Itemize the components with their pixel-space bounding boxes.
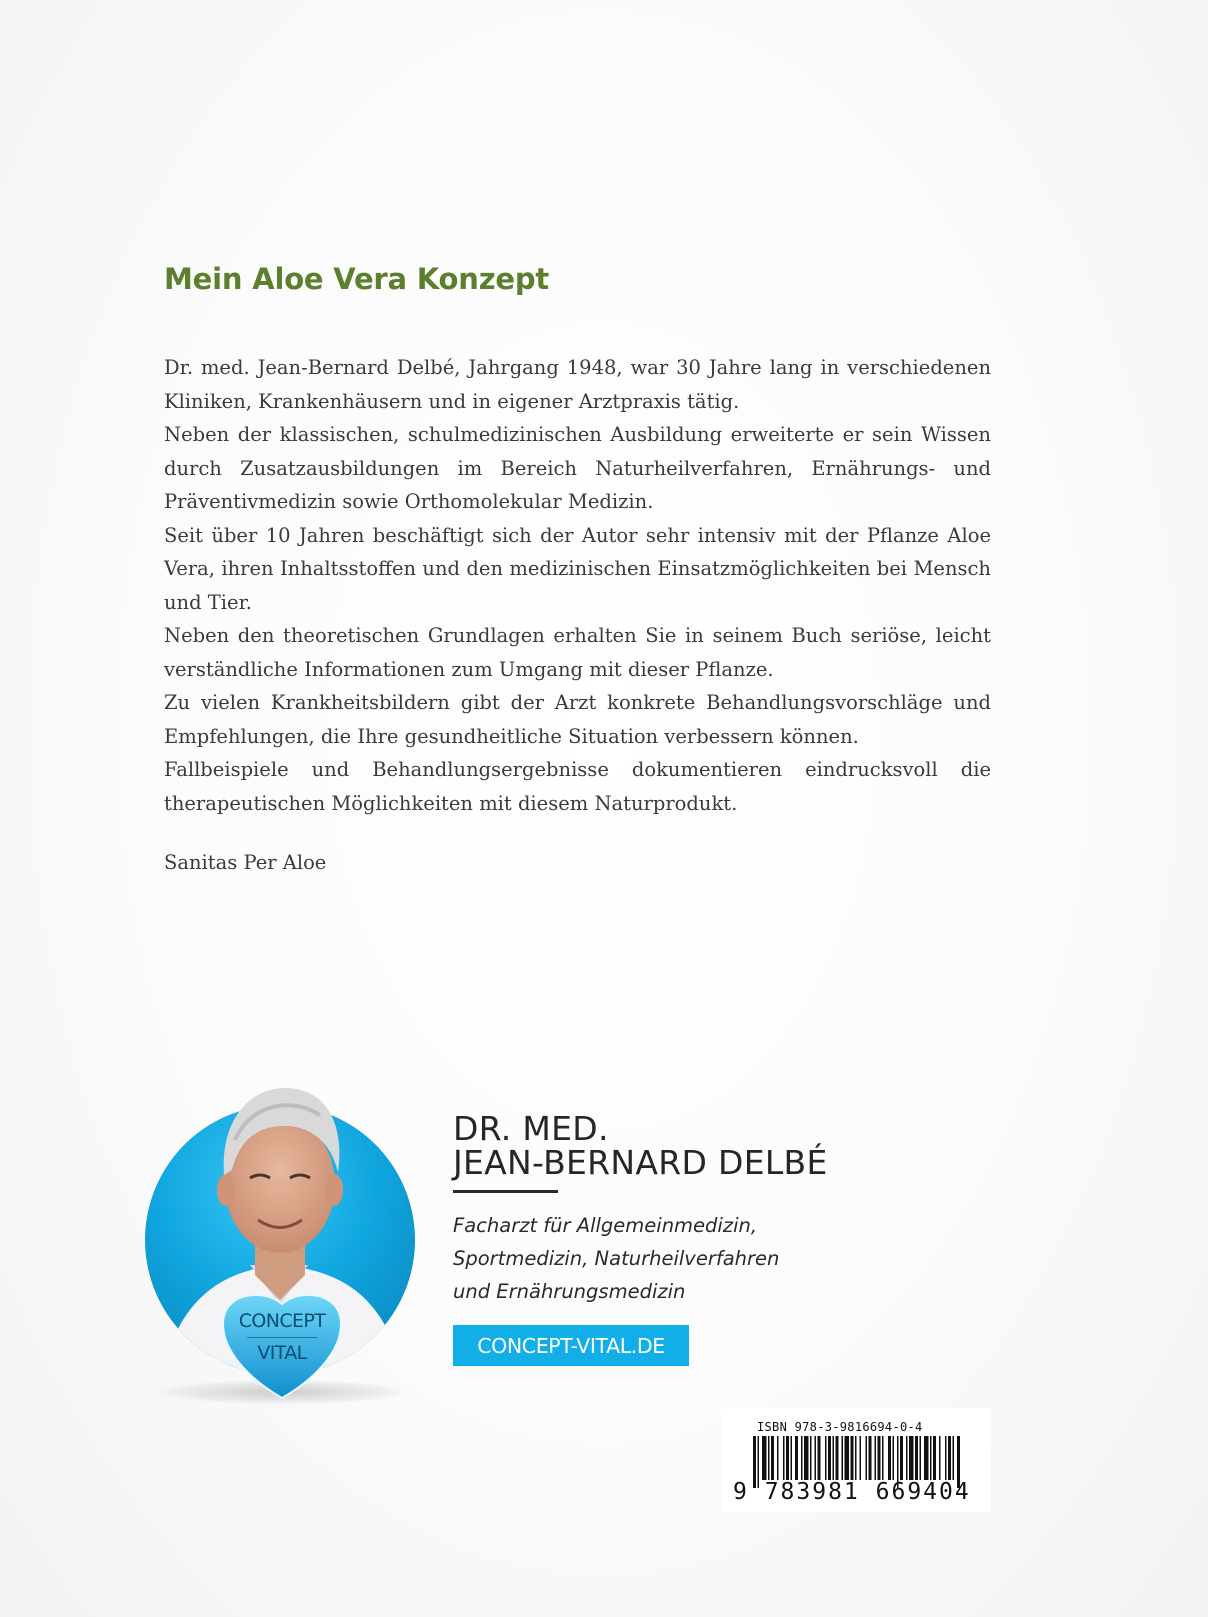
barcode-bar	[783, 1436, 785, 1480]
barcode-bar	[828, 1436, 831, 1480]
specialty-line: Facharzt für Allgemeinmedizin,	[453, 1214, 758, 1237]
barcode-bar	[875, 1436, 877, 1480]
book-description	[164, 351, 991, 820]
website-link[interactable]: CONCEPT-VITAL.DE	[453, 1325, 689, 1366]
barcode-bar	[851, 1436, 854, 1480]
barcode-bar	[939, 1436, 941, 1480]
barcode-bar	[786, 1436, 789, 1480]
barcode-bar	[866, 1436, 868, 1480]
barcode-bar	[815, 1436, 817, 1480]
barcode-bar	[795, 1436, 798, 1480]
barcode-bar	[933, 1436, 936, 1480]
barcode-bar	[924, 1436, 929, 1480]
specialty-line: Sportmedizin, Naturheilverfahren	[453, 1247, 780, 1270]
barcode-bar	[768, 1436, 770, 1480]
barcode-bar	[833, 1436, 835, 1480]
barcode-bar	[915, 1436, 918, 1480]
barcode-bar	[801, 1436, 803, 1480]
specialty-line: und Ernährungsmedizin	[453, 1280, 686, 1303]
barcode-bar	[804, 1436, 809, 1480]
barcode-bar	[860, 1436, 862, 1480]
barcode-bar	[762, 1436, 767, 1480]
barcode-bar	[845, 1436, 850, 1480]
description-paragraph: Dr. med. Jean-Bernard Delbé, Jahrgang 1948, war 30 Jahre lang in verschiedenen Kliniken, Krankenhäusern und in eigener Arztpraxis tätig.	[164, 356, 991, 413]
barcode-bar	[888, 1436, 891, 1480]
barcode-bar	[855, 1436, 857, 1480]
barcode-bar	[900, 1436, 903, 1480]
signoff-text: Sanitas Per Aloe	[164, 851, 327, 874]
barcode-bar	[945, 1436, 947, 1480]
description-paragraph: Neben den theoretischen Grundlagen erhalten Sie in seinem Buch seriöse, leicht verständliche Informationen zum Umgang mit dieser Pflanze.	[164, 624, 991, 681]
barcode-bar	[791, 1436, 793, 1480]
barcode-bar	[771, 1436, 774, 1480]
isbn-label: ISBN 978-3-9816694-0-4	[757, 1420, 923, 1434]
barcode-bar	[842, 1436, 844, 1480]
barcode-bar	[869, 1436, 872, 1480]
barcode-bar	[882, 1436, 884, 1480]
barcode-bar	[948, 1436, 951, 1480]
barcode-bar	[909, 1436, 914, 1480]
barcode-bar	[825, 1436, 827, 1480]
isbn-barcode	[721, 1408, 991, 1512]
description-paragraph: Seit über 10 Jahren beschäftigt sich der Autor sehr intensiv mit der Pflanze Aloe Vera, ihren Inhaltsstoffen und den medizinischen Einsatzmöglichkeiten bei Mensch und Tier.	[164, 523, 991, 614]
barcode-bar	[920, 1436, 922, 1480]
book-heading: Mein Aloe Vera Konzept	[164, 262, 550, 296]
author-divider	[453, 1190, 558, 1193]
badge-concept-label: CONCEPT	[238, 1310, 326, 1332]
badge-divider	[247, 1337, 317, 1338]
barcode-bar	[810, 1436, 812, 1480]
barcode-bar	[878, 1436, 881, 1480]
barcode-bar	[818, 1436, 821, 1480]
author-portrait	[140, 1060, 430, 1420]
barcode-bar	[777, 1436, 779, 1480]
author-specialties	[453, 1209, 873, 1308]
barcode-bar	[836, 1436, 839, 1480]
barcode-digits: 9 783981 669404	[733, 1479, 971, 1505]
description-paragraph: Fallbeispiele und Behandlungsergebnisse dokumentieren eindrucksvoll die therapeutischen Möglichkeiten mit diesem Naturprodukt.	[164, 758, 991, 815]
author-name: JEAN-BERNARD DELBÉ	[453, 1143, 828, 1182]
barcode-bar	[930, 1436, 932, 1480]
barcode-bar	[893, 1436, 895, 1480]
barcode-bar	[953, 1436, 955, 1480]
description-paragraph: Zu vielen Krankheitsbildern gibt der Arzt konkrete Behandlungsvorschläge und Empfehlungen, die Ihre gesundheitliche Situation verbessern können.	[164, 691, 991, 748]
badge-vital-label: VITAL	[257, 1342, 307, 1364]
author-title: DR. MED.	[453, 1109, 609, 1148]
description-paragraph: Neben der klassischen, schulmedizinischen Ausbildung erweiterte er sein Wissen durch Zusatzausbildungen im Bereich Naturheilverfahren, Ernährungs- und Präventivmedizin sowie Orthomolekular Medizin.	[164, 423, 991, 513]
concept-vital-badge	[219, 1290, 345, 1402]
barcode-bar	[906, 1436, 908, 1480]
